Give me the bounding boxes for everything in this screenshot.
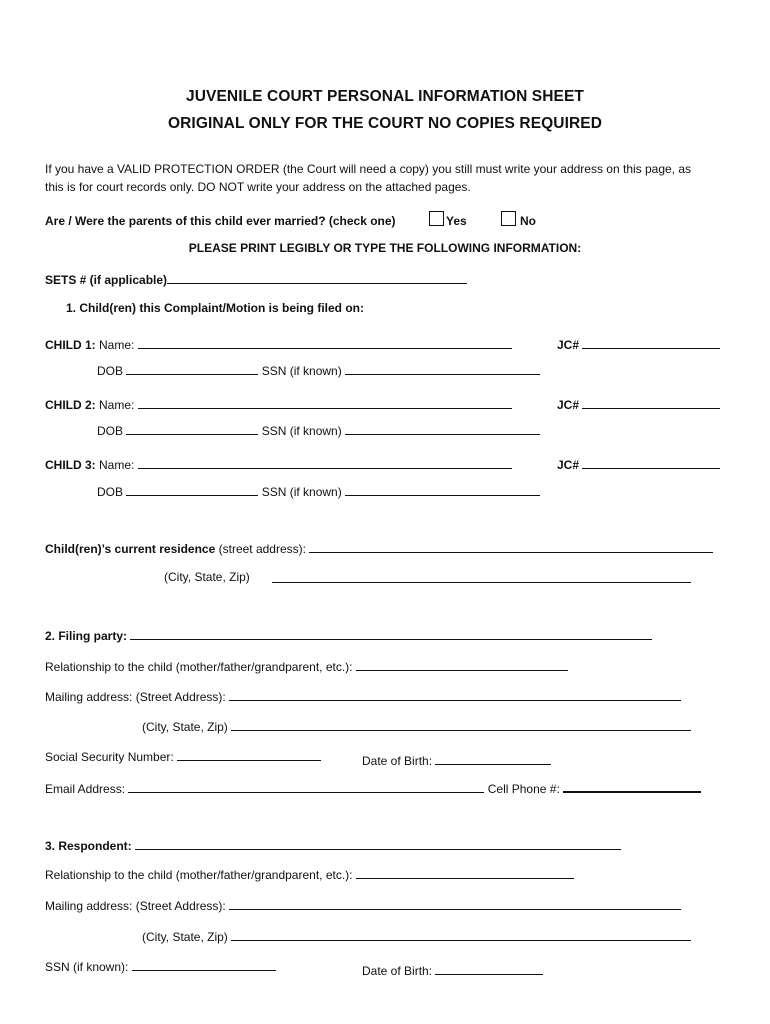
respondent-dob-row bbox=[362, 962, 543, 978]
residence-label: Child(ren)’s current residence bbox=[45, 542, 216, 556]
child-3-name-row bbox=[45, 456, 512, 472]
respondent-city-label: (City, State, Zip) bbox=[142, 930, 228, 944]
child-1-name-field[interactable] bbox=[138, 336, 512, 349]
child-3-jc-field[interactable] bbox=[582, 456, 720, 469]
child-3-ssn-label: SSN (if known) bbox=[261, 485, 342, 499]
child-1-jc-label: JC# bbox=[557, 338, 580, 352]
residence-label-rest: (street address): bbox=[215, 542, 306, 556]
sets-row bbox=[45, 271, 467, 287]
respondent-relationship-field[interactable] bbox=[356, 866, 574, 879]
sets-field[interactable] bbox=[167, 271, 467, 284]
child-3-label: CHILD 3: bbox=[45, 458, 96, 472]
respondent-city-field[interactable] bbox=[231, 928, 691, 941]
child-2-name-label: Name: bbox=[99, 398, 135, 412]
filing-email-label: Email Address: bbox=[45, 782, 126, 796]
residence-city-field[interactable] bbox=[272, 570, 691, 583]
respondent-field[interactable] bbox=[135, 837, 621, 850]
filing-dob-label: Date of Birth: bbox=[362, 754, 433, 768]
married-question: Are / Were the parents of this child ever married? (check one) bbox=[45, 214, 396, 228]
filing-ssn-label: Social Security Number: bbox=[45, 750, 174, 764]
child-3-jc-row bbox=[557, 456, 720, 472]
filing-relationship-row bbox=[45, 658, 568, 674]
respondent-relationship-label: Relationship to the child (mother/father/grandparent, etc.): bbox=[45, 868, 353, 882]
filing-mailing-field[interactable] bbox=[229, 688, 681, 701]
respondent-relationship-row bbox=[45, 866, 574, 882]
child-2-jc-field[interactable] bbox=[582, 396, 720, 409]
no-label: No bbox=[520, 214, 536, 228]
filing-mailing-row bbox=[45, 688, 681, 704]
child-2-name-field[interactable] bbox=[138, 396, 512, 409]
residence-city-row bbox=[272, 570, 691, 588]
filing-party-row bbox=[45, 627, 652, 643]
filing-relationship-field[interactable] bbox=[356, 658, 568, 671]
filing-party-field[interactable] bbox=[130, 627, 652, 640]
residence-row bbox=[45, 540, 713, 556]
yes-label: Yes bbox=[446, 214, 467, 228]
filing-dob-row bbox=[362, 752, 551, 768]
child-2-name-row bbox=[45, 396, 512, 412]
form-title: JUVENILE COURT PERSONAL INFORMATION SHEET bbox=[186, 88, 584, 105]
yes-checkbox[interactable] bbox=[429, 211, 444, 226]
respondent-mailing-label: Mailing address: (Street Address): bbox=[45, 899, 226, 913]
child-3-name-label: Name: bbox=[99, 458, 135, 472]
child-3-dob-label: DOB bbox=[97, 485, 124, 499]
child-1-dob-label: DOB bbox=[97, 364, 124, 378]
child-1-name-row bbox=[45, 336, 512, 352]
filing-email-field[interactable] bbox=[128, 780, 484, 793]
child-2-jc-row bbox=[557, 396, 720, 412]
filing-party-heading: 2. Filing party: bbox=[45, 629, 128, 643]
child-1-label: CHILD 1: bbox=[45, 338, 96, 352]
filing-cell-field[interactable] bbox=[563, 779, 701, 793]
intro-line-2: this is for court records only. DO NOT write your address on the attached pages. bbox=[45, 180, 471, 194]
respondent-ssn-row bbox=[45, 958, 276, 974]
child-2-label: CHILD 2: bbox=[45, 398, 96, 412]
residence-street-field[interactable] bbox=[309, 540, 713, 553]
respondent-row bbox=[45, 837, 621, 853]
child-1-name-label: Name: bbox=[99, 338, 135, 352]
child-1-jc-row bbox=[557, 336, 720, 352]
sets-label: SETS # (if applicable) bbox=[45, 273, 168, 287]
filing-mailing-label: Mailing address: (Street Address): bbox=[45, 690, 226, 704]
print-instruction: PLEASE PRINT LEGIBLY OR TYPE THE FOLLOWING INFORMATION: bbox=[188, 241, 582, 255]
child-2-jc-label: JC# bbox=[557, 398, 580, 412]
filing-relationship-label: Relationship to the child (mother/father/grandparent, etc.): bbox=[45, 660, 353, 674]
child-1-dob-row bbox=[97, 362, 540, 378]
residence-city-label: (City, State, Zip) bbox=[164, 570, 250, 584]
respondent-dob-label: Date of Birth: bbox=[362, 964, 433, 978]
no-checkbox[interactable] bbox=[501, 211, 516, 226]
respondent-heading: 3. Respondent: bbox=[45, 839, 132, 853]
filing-ssn-row bbox=[45, 748, 321, 764]
respondent-dob-field[interactable] bbox=[435, 962, 543, 975]
filing-cell-label: Cell Phone #: bbox=[487, 782, 560, 796]
form-subtitle: ORIGINAL ONLY FOR THE COURT NO COPIES REQUIRED bbox=[167, 115, 603, 132]
filing-dob-field[interactable] bbox=[435, 752, 551, 765]
filing-email-row bbox=[45, 779, 701, 796]
child-2-ssn-field[interactable] bbox=[345, 422, 540, 435]
respondent-ssn-label: SSN (if known): bbox=[45, 960, 129, 974]
child-3-dob-field[interactable] bbox=[126, 483, 258, 496]
child-2-dob-label: DOB bbox=[97, 424, 124, 438]
child-2-ssn-label: SSN (if known) bbox=[261, 424, 342, 438]
child-1-dob-field[interactable] bbox=[126, 362, 258, 375]
child-3-dob-row bbox=[97, 483, 540, 499]
respondent-ssn-field[interactable] bbox=[132, 958, 276, 971]
section1-heading: 1. Child(ren) this Complaint/Motion is being filed on: bbox=[66, 301, 364, 315]
filing-city-label: (City, State, Zip) bbox=[142, 720, 228, 734]
filing-city-row bbox=[142, 718, 691, 734]
respondent-city-row bbox=[142, 928, 691, 944]
child-3-ssn-field[interactable] bbox=[345, 483, 540, 496]
child-1-ssn-label: SSN (if known) bbox=[261, 364, 342, 378]
child-3-jc-label: JC# bbox=[557, 458, 580, 472]
child-1-ssn-field[interactable] bbox=[345, 362, 540, 375]
child-2-dob-field[interactable] bbox=[126, 422, 258, 435]
filing-ssn-field[interactable] bbox=[177, 748, 321, 761]
child-2-dob-row bbox=[97, 422, 540, 438]
child-1-jc-field[interactable] bbox=[582, 336, 720, 349]
intro-line-1: If you have a VALID PROTECTION ORDER (the Court will need a copy) you still must write your address on this page, as bbox=[45, 162, 692, 176]
respondent-mailing-row bbox=[45, 897, 681, 913]
child-3-name-field[interactable] bbox=[138, 456, 512, 469]
filing-city-field[interactable] bbox=[231, 718, 691, 731]
respondent-mailing-field[interactable] bbox=[229, 897, 681, 910]
